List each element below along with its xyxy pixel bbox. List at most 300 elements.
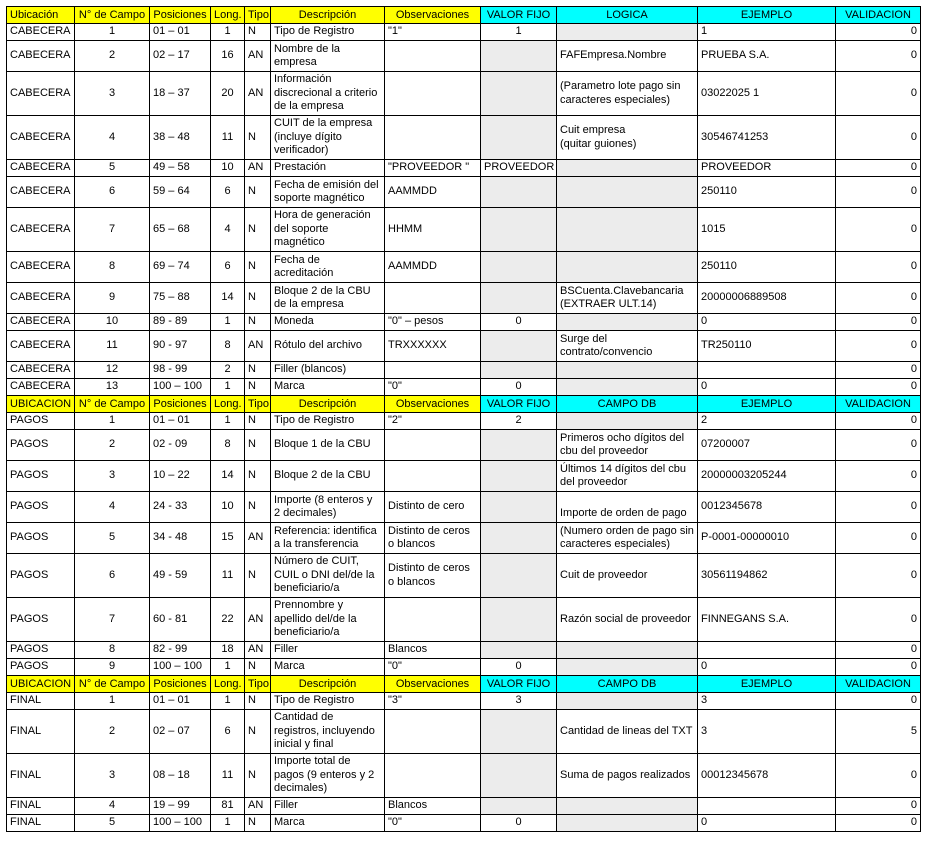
descripcion-cell: Nombre de la empresa — [271, 41, 385, 72]
tipo-cell: N — [245, 554, 271, 598]
descripcion-cell: Moneda — [271, 314, 385, 331]
logica-cell — [557, 798, 698, 815]
long-cell: 6 — [211, 710, 245, 754]
column-header: VALIDACION — [836, 396, 921, 413]
valor-fijo-cell — [481, 642, 557, 659]
descripcion-cell: Tipo de Registro — [271, 413, 385, 430]
logica-cell: Últimos 14 dígitos del cbu del proveedor — [557, 461, 698, 492]
column-header: EJEMPLO — [698, 676, 836, 693]
column-header: Tipo — [245, 396, 271, 413]
ubicacion-cell: PAGOS — [7, 430, 75, 461]
posiciones-cell: 24 - 33 — [150, 492, 211, 523]
observaciones-cell: AAMMDD — [385, 252, 481, 283]
posiciones-cell: 65 – 68 — [150, 208, 211, 252]
ejemplo-cell: 07200007 — [698, 430, 836, 461]
campo-cell: 4 — [75, 116, 150, 160]
long-cell: 1 — [211, 379, 245, 396]
tipo-cell: N — [245, 116, 271, 160]
ejemplo-cell — [698, 362, 836, 379]
table-row — [7, 492, 921, 523]
posiciones-cell: 60 - 81 — [150, 598, 211, 642]
ejemplo-cell: 0 — [698, 815, 836, 832]
layout-spec-table — [6, 6, 921, 832]
table-row — [7, 693, 921, 710]
posiciones-cell: 98 - 99 — [150, 362, 211, 379]
column-header: Observaciones — [385, 396, 481, 413]
long-cell: 20 — [211, 72, 245, 116]
logica-cell: (Parametro lote pago sin caracteres especiales) — [557, 72, 698, 116]
validacion-cell: 0 — [836, 598, 921, 642]
posiciones-cell: 49 – 58 — [150, 160, 211, 177]
posiciones-cell: 19 – 99 — [150, 798, 211, 815]
observaciones-cell — [385, 461, 481, 492]
observaciones-cell — [385, 283, 481, 314]
ubicacion-cell: FINAL — [7, 693, 75, 710]
descripcion-cell: Tipo de Registro — [271, 693, 385, 710]
validacion-cell: 0 — [836, 659, 921, 676]
posiciones-cell: 01 – 01 — [150, 693, 211, 710]
tipo-cell: AN — [245, 72, 271, 116]
tipo-cell: AN — [245, 331, 271, 362]
table-row — [7, 815, 921, 832]
observaciones-cell — [385, 116, 481, 160]
column-header: UBICACION — [7, 396, 75, 413]
valor-fijo-cell — [481, 72, 557, 116]
tipo-cell: N — [245, 693, 271, 710]
observaciones-cell — [385, 710, 481, 754]
column-header: UBICACION — [7, 676, 75, 693]
validacion-cell: 0 — [836, 413, 921, 430]
observaciones-cell: Distinto de ceros o blancos — [385, 523, 481, 554]
campo-cell: 7 — [75, 598, 150, 642]
long-cell: 10 — [211, 160, 245, 177]
observaciones-cell: "0" – pesos — [385, 314, 481, 331]
column-header: N° de Campo — [75, 676, 150, 693]
table-row — [7, 252, 921, 283]
logica-cell — [557, 642, 698, 659]
long-cell: 1 — [211, 314, 245, 331]
ejemplo-cell: FINNEGANS S.A. — [698, 598, 836, 642]
table-row — [7, 72, 921, 116]
posiciones-cell: 02 - 09 — [150, 430, 211, 461]
validacion-cell: 0 — [836, 160, 921, 177]
tipo-cell: N — [245, 24, 271, 41]
table-row — [7, 379, 921, 396]
ejemplo-cell: 1 — [698, 24, 836, 41]
descripcion-cell: CUIT de la empresa (incluye dígito verificador) — [271, 116, 385, 160]
valor-fijo-cell — [481, 41, 557, 72]
descripcion-cell: Filler — [271, 798, 385, 815]
campo-cell: 9 — [75, 659, 150, 676]
descripcion-cell: Filler (blancos) — [271, 362, 385, 379]
descripcion-cell: Importe (8 enteros y 2 decimales) — [271, 492, 385, 523]
posiciones-cell: 49 - 59 — [150, 554, 211, 598]
valor-fijo-cell: 0 — [481, 659, 557, 676]
observaciones-cell — [385, 41, 481, 72]
valor-fijo-cell — [481, 362, 557, 379]
ubicacion-cell: PAGOS — [7, 598, 75, 642]
ubicacion-cell: CABECERA — [7, 41, 75, 72]
long-cell: 18 — [211, 642, 245, 659]
column-header: VALIDACION — [836, 7, 921, 24]
ejemplo-cell: TR250110 — [698, 331, 836, 362]
validacion-cell: 0 — [836, 177, 921, 208]
ejemplo-cell — [698, 798, 836, 815]
observaciones-cell: HHMM — [385, 208, 481, 252]
campo-cell: 5 — [75, 523, 150, 554]
column-header: N° de Campo — [75, 7, 150, 24]
column-header: Long. — [211, 676, 245, 693]
observaciones-cell: "3" — [385, 693, 481, 710]
posiciones-cell: 02 – 07 — [150, 710, 211, 754]
descripcion-cell: Tipo de Registro — [271, 24, 385, 41]
observaciones-cell: Blancos — [385, 642, 481, 659]
logica-cell — [557, 252, 698, 283]
valor-fijo-cell — [481, 798, 557, 815]
tipo-cell: N — [245, 379, 271, 396]
ubicacion-cell: FINAL — [7, 754, 75, 798]
ejemplo-cell: 3 — [698, 710, 836, 754]
valor-fijo-cell — [481, 754, 557, 798]
validacion-cell: 0 — [836, 523, 921, 554]
ubicacion-cell: CABECERA — [7, 362, 75, 379]
long-cell: 16 — [211, 41, 245, 72]
observaciones-cell: "0" — [385, 815, 481, 832]
ubicacion-cell: PAGOS — [7, 461, 75, 492]
tipo-cell: N — [245, 461, 271, 492]
observaciones-cell — [385, 598, 481, 642]
logica-cell — [557, 208, 698, 252]
ubicacion-cell: FINAL — [7, 815, 75, 832]
ubicacion-cell: CABECERA — [7, 24, 75, 41]
logica-cell — [557, 160, 698, 177]
validacion-cell: 0 — [836, 642, 921, 659]
campo-cell: 10 — [75, 314, 150, 331]
section-header-row — [7, 7, 921, 24]
tipo-cell: N — [245, 283, 271, 314]
long-cell: 10 — [211, 492, 245, 523]
logica-cell: Primeros ocho dígitos del cbu del proveedor — [557, 430, 698, 461]
table-row — [7, 798, 921, 815]
long-cell: 14 — [211, 461, 245, 492]
ejemplo-cell: 20000003205244 — [698, 461, 836, 492]
valor-fijo-cell — [481, 710, 557, 754]
validacion-cell: 0 — [836, 116, 921, 160]
posiciones-cell: 59 – 64 — [150, 177, 211, 208]
valor-fijo-cell — [481, 598, 557, 642]
ejemplo-cell: 20000006889508 — [698, 283, 836, 314]
table-row — [7, 598, 921, 642]
logica-cell — [557, 693, 698, 710]
observaciones-cell: Blancos — [385, 798, 481, 815]
campo-cell: 4 — [75, 798, 150, 815]
campo-cell: 1 — [75, 413, 150, 430]
campo-cell: 6 — [75, 554, 150, 598]
campo-cell: 11 — [75, 331, 150, 362]
ejemplo-cell: 0 — [698, 379, 836, 396]
tipo-cell: AN — [245, 160, 271, 177]
validacion-cell: 0 — [836, 24, 921, 41]
table-row — [7, 331, 921, 362]
logica-cell: (Numero orden de pago sin caracteres especiales) — [557, 523, 698, 554]
campo-cell: 5 — [75, 160, 150, 177]
validacion-cell: 0 — [836, 461, 921, 492]
ejemplo-cell — [698, 642, 836, 659]
observaciones-cell: "PROVEEDOR " — [385, 160, 481, 177]
ubicacion-cell: CABECERA — [7, 116, 75, 160]
descripcion-cell: Marca — [271, 815, 385, 832]
ubicacion-cell: CABECERA — [7, 314, 75, 331]
posiciones-cell: 02 – 17 — [150, 41, 211, 72]
tipo-cell: N — [245, 710, 271, 754]
descripcion-cell: Referencia: identifica a la transferencia — [271, 523, 385, 554]
campo-cell: 2 — [75, 41, 150, 72]
long-cell: 6 — [211, 177, 245, 208]
observaciones-cell — [385, 754, 481, 798]
long-cell: 8 — [211, 331, 245, 362]
campo-cell: 7 — [75, 208, 150, 252]
posiciones-cell: 90 - 97 — [150, 331, 211, 362]
tipo-cell: N — [245, 413, 271, 430]
descripcion-cell: Fecha de acreditación — [271, 252, 385, 283]
ejemplo-cell: 3 — [698, 693, 836, 710]
posiciones-cell: 75 – 88 — [150, 283, 211, 314]
logica-cell: Cuit de proveedor — [557, 554, 698, 598]
valor-fijo-cell: PROVEEDOR — [481, 160, 557, 177]
logica-cell — [557, 177, 698, 208]
validacion-cell: 0 — [836, 798, 921, 815]
logica-cell — [557, 24, 698, 41]
column-header: Posiciones — [150, 396, 211, 413]
campo-cell: 6 — [75, 177, 150, 208]
tipo-cell: N — [245, 252, 271, 283]
posiciones-cell: 01 – 01 — [150, 413, 211, 430]
logica-cell — [557, 379, 698, 396]
validacion-cell: 0 — [836, 283, 921, 314]
tipo-cell: N — [245, 362, 271, 379]
column-header: VALOR FIJO — [481, 7, 557, 24]
logica-cell: Suma de pagos realizados — [557, 754, 698, 798]
logica-cell — [557, 362, 698, 379]
tipo-cell: N — [245, 177, 271, 208]
campo-cell: 8 — [75, 642, 150, 659]
validacion-cell: 0 — [836, 41, 921, 72]
validacion-cell: 5 — [836, 710, 921, 754]
section-header-row — [7, 396, 921, 413]
descripcion-cell: Hora de generación del soporte magnético — [271, 208, 385, 252]
table-row — [7, 430, 921, 461]
ubicacion-cell: PAGOS — [7, 554, 75, 598]
ubicacion-cell: PAGOS — [7, 523, 75, 554]
campo-cell: 2 — [75, 710, 150, 754]
valor-fijo-cell: 2 — [481, 413, 557, 430]
ubicacion-cell: PAGOS — [7, 659, 75, 676]
observaciones-cell: "2" — [385, 413, 481, 430]
valor-fijo-cell — [481, 116, 557, 160]
valor-fijo-cell: 1 — [481, 24, 557, 41]
long-cell: 81 — [211, 798, 245, 815]
ubicacion-cell: CABECERA — [7, 379, 75, 396]
column-header: EJEMPLO — [698, 7, 836, 24]
table-row — [7, 116, 921, 160]
observaciones-cell — [385, 362, 481, 379]
column-header: VALOR FIJO — [481, 676, 557, 693]
valor-fijo-cell — [481, 554, 557, 598]
observaciones-cell: Distinto de ceros o blancos — [385, 554, 481, 598]
table-row — [7, 283, 921, 314]
campo-cell: 3 — [75, 461, 150, 492]
descripcion-cell: Bloque 2 de la CBU de la empresa — [271, 283, 385, 314]
ejemplo-cell: PRUEBA S.A. — [698, 41, 836, 72]
campo-cell: 1 — [75, 24, 150, 41]
validacion-cell: 0 — [836, 72, 921, 116]
campo-cell: 2 — [75, 430, 150, 461]
spreadsheet-area — [6, 6, 921, 832]
logica-cell: Cantidad de lineas del TXT — [557, 710, 698, 754]
posiciones-cell: 82 - 99 — [150, 642, 211, 659]
column-header: Long. — [211, 396, 245, 413]
table-row — [7, 461, 921, 492]
long-cell: 6 — [211, 252, 245, 283]
descripcion-cell: Prestación — [271, 160, 385, 177]
ejemplo-cell: 250110 — [698, 177, 836, 208]
tipo-cell: AN — [245, 523, 271, 554]
campo-cell: 4 — [75, 492, 150, 523]
ejemplo-cell: 30561194862 — [698, 554, 836, 598]
valor-fijo-cell — [481, 492, 557, 523]
long-cell: 4 — [211, 208, 245, 252]
long-cell: 1 — [211, 24, 245, 41]
tipo-cell: N — [245, 430, 271, 461]
ubicacion-cell: CABECERA — [7, 177, 75, 208]
posiciones-cell: 38 – 48 — [150, 116, 211, 160]
ubicacion-cell: CABECERA — [7, 283, 75, 314]
descripcion-cell: Filler — [271, 642, 385, 659]
validacion-cell: 0 — [836, 208, 921, 252]
tipo-cell: N — [245, 492, 271, 523]
column-header: Posiciones — [150, 7, 211, 24]
column-header: Observaciones — [385, 7, 481, 24]
validacion-cell: 0 — [836, 314, 921, 331]
column-header: Long. — [211, 7, 245, 24]
logica-cell: Razón social de proveedor — [557, 598, 698, 642]
valor-fijo-cell — [481, 331, 557, 362]
descripcion-cell: Rótulo del archivo — [271, 331, 385, 362]
descripcion-cell: Información discrecional a criterio de la empresa — [271, 72, 385, 116]
table-row — [7, 659, 921, 676]
tipo-cell: N — [245, 815, 271, 832]
campo-cell: 1 — [75, 693, 150, 710]
table-row — [7, 413, 921, 430]
logica-cell: BSCuenta.Clavebancaria (EXTRAER ULT.14) — [557, 283, 698, 314]
table-row — [7, 523, 921, 554]
descripcion-cell: Número de CUIT, CUIL o DNI del/de la beneficiario/a — [271, 554, 385, 598]
valor-fijo-cell — [481, 430, 557, 461]
tipo-cell: AN — [245, 642, 271, 659]
campo-cell: 12 — [75, 362, 150, 379]
posiciones-cell: 18 – 37 — [150, 72, 211, 116]
validacion-cell: 0 — [836, 430, 921, 461]
campo-cell: 8 — [75, 252, 150, 283]
campo-cell: 13 — [75, 379, 150, 396]
column-header: Descripción — [271, 396, 385, 413]
table-row — [7, 41, 921, 72]
long-cell: 22 — [211, 598, 245, 642]
table-body — [7, 7, 921, 832]
ubicacion-cell: CABECERA — [7, 72, 75, 116]
column-header: Ubicación — [7, 7, 75, 24]
valor-fijo-cell — [481, 252, 557, 283]
logica-cell: Surge del contrato/convencio — [557, 331, 698, 362]
column-header: CAMPO DB — [557, 676, 698, 693]
ejemplo-cell: 250110 — [698, 252, 836, 283]
observaciones-cell — [385, 430, 481, 461]
validacion-cell: 0 — [836, 693, 921, 710]
ubicacion-cell: FINAL — [7, 710, 75, 754]
ubicacion-cell: CABECERA — [7, 331, 75, 362]
descripcion-cell: Bloque 2 de la CBU — [271, 461, 385, 492]
ejemplo-cell: 0012345678 — [698, 492, 836, 523]
table-row — [7, 314, 921, 331]
tipo-cell: N — [245, 314, 271, 331]
valor-fijo-cell — [481, 208, 557, 252]
validacion-cell: 0 — [836, 252, 921, 283]
observaciones-cell: "0" — [385, 379, 481, 396]
long-cell: 1 — [211, 659, 245, 676]
validacion-cell: 0 — [836, 362, 921, 379]
tipo-cell: AN — [245, 798, 271, 815]
validacion-cell: 0 — [836, 492, 921, 523]
column-header: VALOR FIJO — [481, 396, 557, 413]
column-header: Descripción — [271, 676, 385, 693]
tipo-cell: N — [245, 659, 271, 676]
logica-cell: Cuit empresa (quitar guiones) — [557, 116, 698, 160]
long-cell: 11 — [211, 554, 245, 598]
valor-fijo-cell: 0 — [481, 379, 557, 396]
column-header: N° de Campo — [75, 396, 150, 413]
table-row — [7, 710, 921, 754]
campo-cell: 3 — [75, 72, 150, 116]
column-header: Descripción — [271, 7, 385, 24]
long-cell: 1 — [211, 815, 245, 832]
long-cell: 15 — [211, 523, 245, 554]
ubicacion-cell: PAGOS — [7, 642, 75, 659]
observaciones-cell: AAMMDD — [385, 177, 481, 208]
descripcion-cell: Importe total de pagos (9 enteros y 2 decimales) — [271, 754, 385, 798]
observaciones-cell: "1" — [385, 24, 481, 41]
ejemplo-cell: 03022025 1 — [698, 72, 836, 116]
tipo-cell: AN — [245, 41, 271, 72]
long-cell: 8 — [211, 430, 245, 461]
column-header: EJEMPLO — [698, 396, 836, 413]
tipo-cell: N — [245, 208, 271, 252]
valor-fijo-cell — [481, 283, 557, 314]
ejemplo-cell: PROVEEDOR — [698, 160, 836, 177]
ubicacion-cell: CABECERA — [7, 252, 75, 283]
column-header: Observaciones — [385, 676, 481, 693]
table-row — [7, 160, 921, 177]
descripcion-cell: Marca — [271, 659, 385, 676]
long-cell: 11 — [211, 116, 245, 160]
table-row — [7, 642, 921, 659]
descripcion-cell: Prennombre y apellido del/de la beneficiario/a — [271, 598, 385, 642]
table-row — [7, 208, 921, 252]
validacion-cell: 0 — [836, 815, 921, 832]
column-header: VALIDACION — [836, 676, 921, 693]
ejemplo-cell: 1015 — [698, 208, 836, 252]
campo-cell: 5 — [75, 815, 150, 832]
long-cell: 1 — [211, 413, 245, 430]
